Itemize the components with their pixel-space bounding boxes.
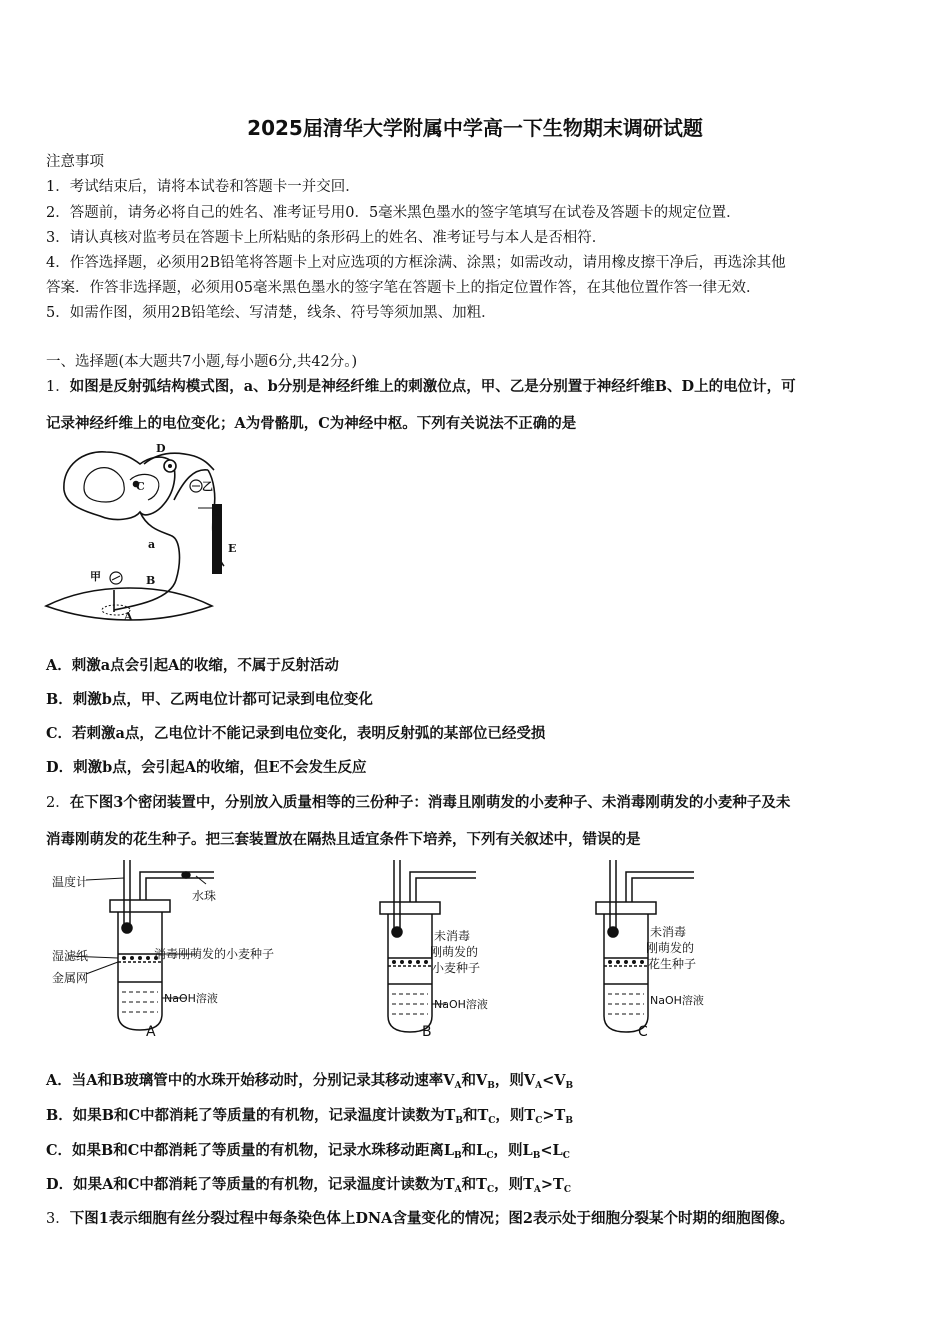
label-c-seeds-1: 未消毒 <box>650 925 687 939</box>
subscript: A <box>454 1081 462 1091</box>
option-text: ，则L <box>493 1142 533 1159</box>
option-text: ，则T <box>495 1107 536 1124</box>
option-text: 和L <box>461 1142 487 1159</box>
subscript: A <box>535 1081 543 1091</box>
option-text: C．如果B和C中都消耗了等质量的有机物，记录水珠移动距离L <box>46 1142 455 1159</box>
notice-item: 5．如需作图，须用2B铅笔绘、写清楚，线条、符号等须加黑、加粗． <box>46 305 496 321</box>
label-naoh-b: NaOH溶液 <box>434 998 488 1011</box>
option-a <box>46 1071 573 1096</box>
label-A: A <box>124 610 133 623</box>
option-c <box>46 1141 570 1166</box>
label-c-seeds-2: 刚萌发的 <box>646 941 695 955</box>
label-water-bead: 水珠 <box>192 889 217 903</box>
notice-heading: 注意事项 <box>46 154 104 170</box>
option-text: B．如果B和C中都消耗了等质量的有机物，记录温度计读数为T <box>46 1107 456 1124</box>
subscript: C <box>486 1185 495 1195</box>
notice-item: 4．作答选择题，必须用2B铅笔将答题卡上对应选项的方框涂满、涂黑；如需改动，请用橡皮擦干净后，再选涂其他 <box>46 255 786 271</box>
seed-apparatus-figure <box>46 858 706 1042</box>
question-number: 1． <box>46 379 70 395</box>
label-c-seeds-3: 花生种子 <box>648 957 697 971</box>
question-2-line-1 <box>46 793 790 813</box>
subscript: B <box>565 1081 574 1091</box>
subscript: C <box>562 1151 570 1161</box>
label-apparatus-a: A <box>146 1024 156 1040</box>
subscript: B <box>455 1116 463 1126</box>
option-b <box>46 1106 573 1131</box>
subscript: C <box>563 1185 572 1195</box>
label-a-seeds: 消毒刚萌发的小麦种子 <box>154 947 275 961</box>
subscript: C <box>535 1116 543 1126</box>
option-text: ，则V <box>494 1072 536 1089</box>
subscript: C <box>488 1116 496 1126</box>
label-B: B <box>146 574 156 587</box>
label-thermometer: 温度计 <box>52 875 89 889</box>
option-a: A．刺激a点会引起A的收缩，不属于反射活动 <box>46 657 339 674</box>
question-number: 2． <box>46 795 70 811</box>
option-text: D．如果A和C中都消耗了等质量的有机物，记录温度计读数为T <box>46 1176 455 1193</box>
label-b-seeds-2: 刚萌发的 <box>430 945 479 959</box>
notice-item: 3．请认真核对监考员在答题卡上所粘贴的条形码上的姓名、准考证号与本人是否相符． <box>46 230 607 246</box>
question-3-line-1 <box>46 1209 794 1229</box>
option-b: B．刺激b点，甲、乙两电位计都可记录到电位变化 <box>46 691 373 708</box>
question-text: 如图是反射弧结构模式图，a、b分别是神经纤维上的刺激位点，甲、乙是分别置于神经纤维B、D上的电位计，可 <box>69 378 796 395</box>
subscript: B <box>487 1081 495 1091</box>
option-text: 和V <box>461 1072 488 1089</box>
label-b-seeds-3: 小麦种子 <box>432 961 481 975</box>
subscript: B <box>565 1116 573 1126</box>
option-text: 和T <box>461 1176 487 1193</box>
question-1-line-2: 记录神经纤维上的电位变化；A为骨骼肌，C为神经中枢。下列有关说法不正确的是 <box>46 415 577 432</box>
label-apparatus-c: C <box>638 1024 648 1040</box>
label-D: D <box>156 442 166 455</box>
subscript: A <box>533 1185 541 1195</box>
label-yi: 乙 <box>202 480 213 493</box>
option-c: C．若刺激a点，乙电位计不能记录到电位变化，表明反射弧的某部位已经受损 <box>46 725 546 742</box>
option-text: <L <box>540 1142 563 1159</box>
subscript: A <box>454 1185 462 1195</box>
reflex-arc-figure <box>44 440 244 630</box>
notice-item: 答案．作答非选择题，必须用05毫米黑色墨水的签字笔在答题卡上的指定位置作答，在其他位置作答一律无效． <box>46 280 761 296</box>
subscript: B <box>532 1151 541 1161</box>
question-text: 在下图3个密闭装置中，分别放入质量相等的三份种子：消毒且刚萌发的小麦种子、未消毒刚萌发的小麦种子及未 <box>69 794 791 811</box>
option-text: A．当A和B玻璃管中的水珠开始移动时，分别记录其移动速率V <box>46 1072 455 1089</box>
question-1-line-1 <box>46 377 796 397</box>
option-d <box>46 1175 571 1200</box>
question-2-line-2: 消毒刚萌发的花生种子。把三套装置放在隔热且适宜条件下培养，下列有关叙述中，错误的是 <box>46 831 641 848</box>
option-text: <V <box>542 1072 566 1089</box>
option-d: D．刺激b点，会引起A的收缩，但E不会发生反应 <box>46 759 367 776</box>
section-heading: 一、选择题(本大题共7小题,每小题6分,共42分。) <box>46 354 358 370</box>
label-naoh-a: NaOH溶液 <box>164 992 218 1005</box>
option-text: ，则T <box>494 1176 534 1193</box>
option-text: >T <box>540 1176 564 1193</box>
notice-item: 1．考试结束后，请将本试卷和答题卡一并交回． <box>46 179 360 195</box>
subscript: B <box>454 1151 462 1161</box>
label-b-seeds-1: 未消毒 <box>434 929 471 943</box>
label-b: b <box>212 506 220 519</box>
label-jia: 甲 <box>90 570 101 583</box>
question-text: 下图1表示细胞有丝分裂过程中每条染色体上DNA含量变化的情况；图2表示处于细胞分裂某个时期的细胞图像。 <box>69 1210 794 1227</box>
label-naoh-c: NaOH溶液 <box>650 994 704 1007</box>
label-apparatus-b: B <box>422 1024 432 1040</box>
subscript: C <box>486 1151 494 1161</box>
label-a: a <box>148 538 156 551</box>
label-wet-paper: 湿滤纸 <box>52 949 89 963</box>
option-text: >T <box>542 1107 566 1124</box>
question-number: 3． <box>46 1211 70 1227</box>
page-title: 2025届清华大学附属中学高一下生物期末调研试题 <box>247 116 703 140</box>
label-metal-mesh: 金属网 <box>52 971 89 985</box>
notice-item: 2．答题前，请务必将自己的姓名、准考证号用0．5毫米黑色墨水的签字笔填写在试卷及答题卡的规定位置． <box>46 205 741 221</box>
label-E: E <box>228 542 237 555</box>
option-text: 和T <box>462 1107 489 1124</box>
label-C: C <box>136 480 145 493</box>
